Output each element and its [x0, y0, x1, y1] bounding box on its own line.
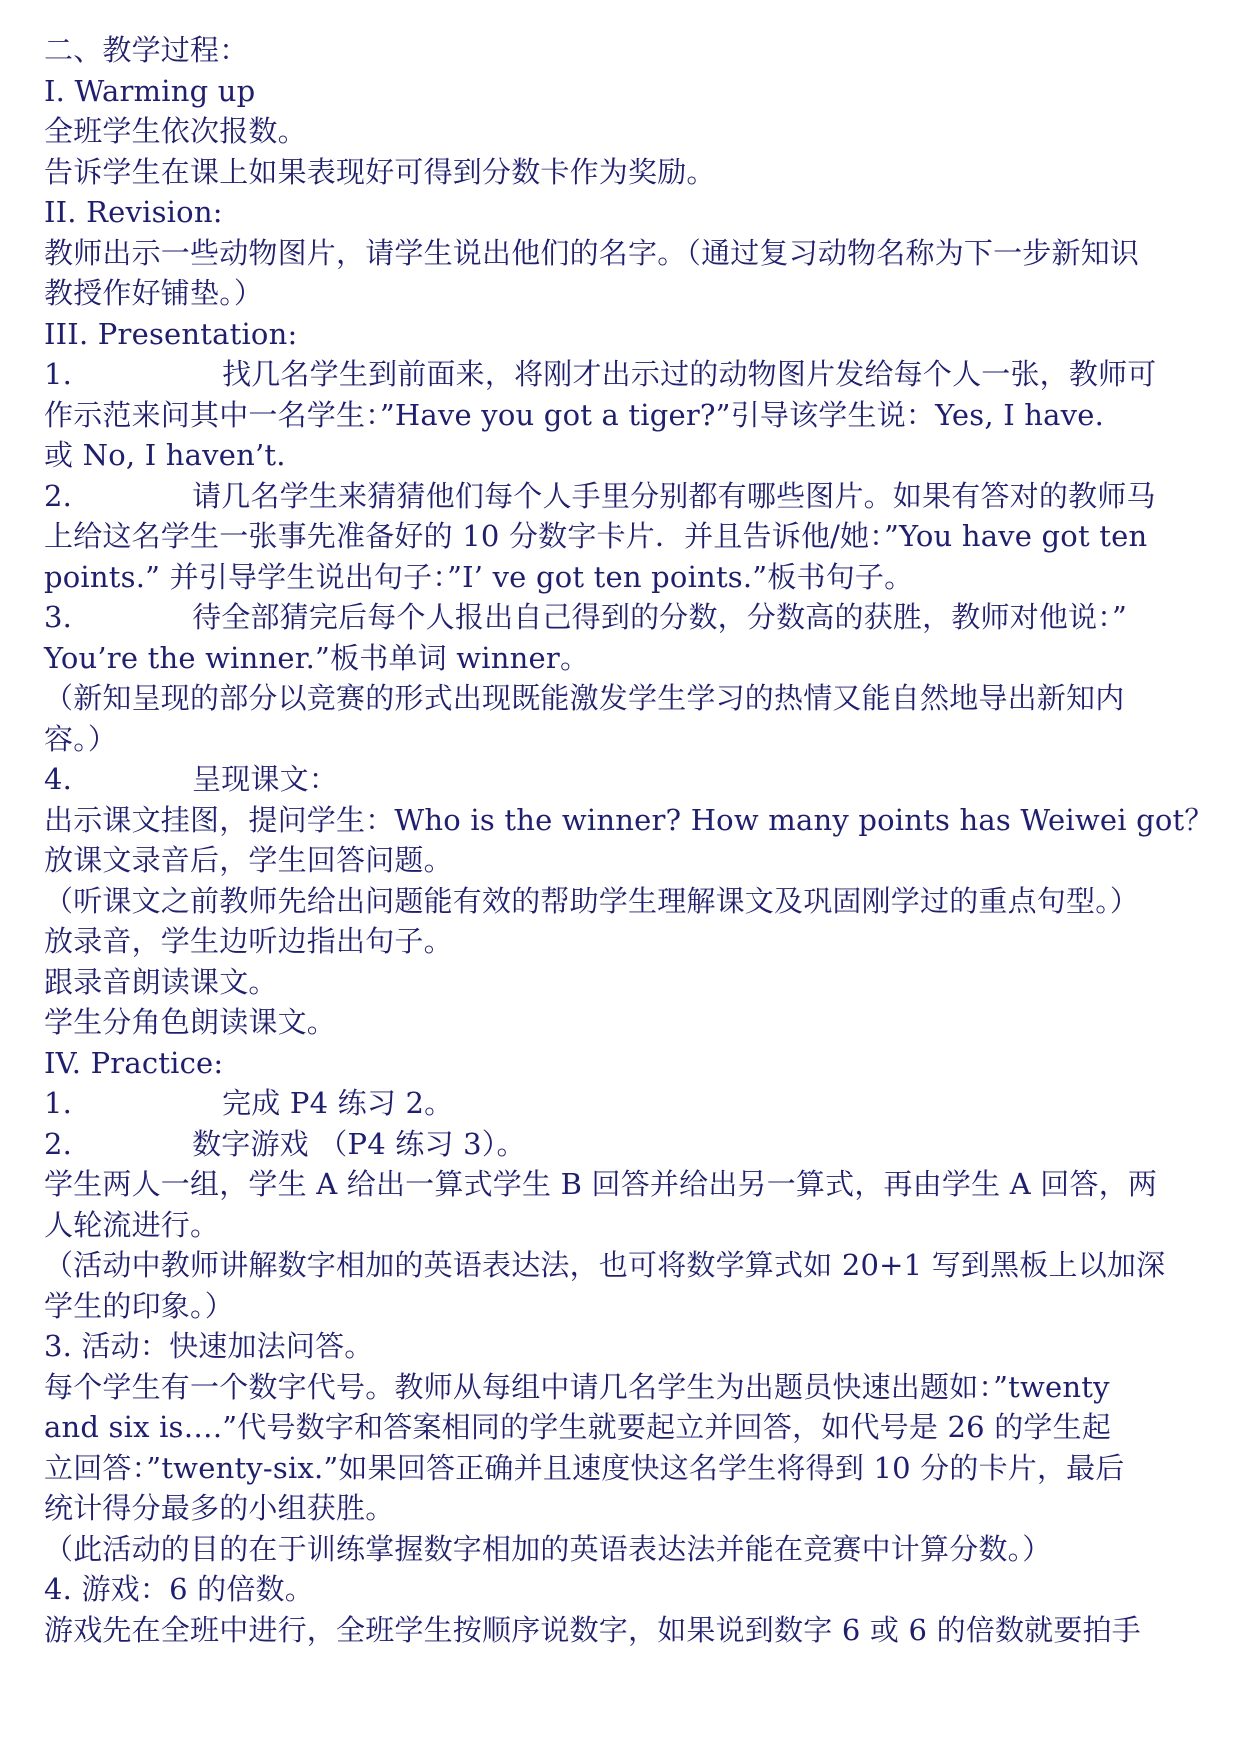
list-item-text: 请几名学生来猜猜他们每个人手里分别都有哪些图片。如果有答对的教师马: [192, 478, 1156, 513]
list-item: [44, 597, 1204, 638]
list-item: [44, 1124, 1204, 1165]
text-line: （新知呈现的部分以竞赛的形式出现既能激发学生学习的热情又能自然地导出新知内: [44, 681, 1125, 715]
text-line: You’re the winner.”板书单词 winner。: [44, 640, 590, 675]
list-item-text: 完成 P4 练习 2。: [222, 1086, 454, 1120]
text-line: 容。）: [44, 721, 118, 756]
text-line: （听课文之前教师先给出问题能有效的帮助学生理解课文及巩固刚学过的重点句型。）: [44, 883, 1140, 918]
text-line: 跟录音朗读课文。: [44, 964, 278, 999]
list-number: 1.: [44, 1086, 73, 1120]
list-item-text: 找几名学生到前面来，将刚才出示过的动物图片发给每个人一张，教师可: [222, 357, 1157, 391]
text-line: 教师出示一些动物图片，请学生说出他们的名字。（通过复习动物名称为下一步新知识: [44, 235, 1140, 270]
list-number: 3.: [44, 600, 73, 634]
text-line: and six is….”代号数字和答案相同的学生就要起立并回答，如代号是 26 的学生起: [44, 1410, 1112, 1444]
text-line: 每个学生有一个数字代号。教师从每组中请几名学生为出题员快速出题如：”twenty: [44, 1369, 1110, 1404]
section-heading: 二、教学过程：: [44, 33, 249, 67]
text-line: 统计得分最多的小组获胜。: [44, 1491, 395, 1525]
list-number: 4.: [44, 762, 73, 796]
text-line: 或 No, I haven’t.: [44, 438, 286, 472]
text-line: （活动中教师讲解数字相加的英语表达法，也可将数学算式如 20+1 写到黑板上以加深: [44, 1248, 1166, 1282]
list-number: 1.: [44, 357, 73, 391]
text-line: （此活动的目的在于训练掌握数字相加的英语表达法并能在竞赛中计算分数。）: [44, 1531, 1052, 1566]
text-line: 学生两人一组，学生 A 给出一算式学生 B 回答并给出另一算式，再由学生 A 回答，两: [44, 1167, 1158, 1201]
text-line: 4. 游戏：6 的倍数。: [44, 1572, 314, 1606]
list-item: [44, 476, 1204, 517]
text-line: 学生分角色朗读课文。: [44, 1005, 337, 1039]
text-line: 游戏先在全班中进行，全班学生按顺序说数字，如果说到数字 6 或 6 的倍数就要拍手: [44, 1612, 1141, 1647]
list-item: [44, 759, 1204, 800]
text-line: 放录音，学生边听边指出句子。: [44, 924, 453, 958]
text-line: 教授作好铺垫。）: [44, 276, 264, 310]
text-line: 学生的印象。）: [44, 1288, 234, 1323]
text-line: 放课文录音后，学生回答问题。: [44, 843, 453, 877]
text-line: 出示课文挂图，提问学生：Who is the winner? How many points has Weiwei got？: [44, 802, 1214, 837]
text-line: 上给这名学生一张事先准备好的 10 分数字卡片．并且告诉他/她：”You have got ten: [44, 519, 1148, 553]
text-line: 3. 活动：快速加法问答。: [44, 1329, 374, 1363]
list-item-text: 数字游戏 （P4 练习 3）。: [192, 1126, 526, 1161]
text-line: points.” 并引导学生说出句子：”I’ ve got ten points.”板书句子。: [44, 559, 914, 594]
text-line: 人轮流进行。: [44, 1207, 220, 1242]
list-item-text: 待全部猜完后每个人报出自己得到的分数，分数高的获胜，教师对他说：”: [192, 600, 1128, 634]
list-number: 2.: [44, 1126, 73, 1161]
list-item-text: 呈现课文：: [192, 762, 339, 796]
subsection-practice: IV. Practice:: [44, 1045, 224, 1080]
text-line: 立回答：”twenty-six.”如果回答正确并且速度快这名学生将得到 10 分的卡片，最后: [44, 1450, 1125, 1485]
text-line: 告诉学生在课上如果表现好可得到分数卡作为奖励。: [44, 154, 716, 189]
subsection-warming-up: I. Warming up: [44, 73, 256, 108]
list-item: [44, 1083, 1204, 1124]
text-line: 全班学生依次报数。: [44, 114, 307, 148]
subsection-revision: II. Revision:: [44, 195, 223, 229]
subsection-presentation: III. Presentation:: [44, 316, 298, 351]
list-number: 2.: [44, 478, 73, 513]
text-line: 作示范来问其中一名学生：”Have you got a tiger?”引导该学生说：Yes, I have.: [44, 397, 1105, 432]
document-page: [44, 30, 1214, 1650]
list-item: [44, 354, 1204, 395]
